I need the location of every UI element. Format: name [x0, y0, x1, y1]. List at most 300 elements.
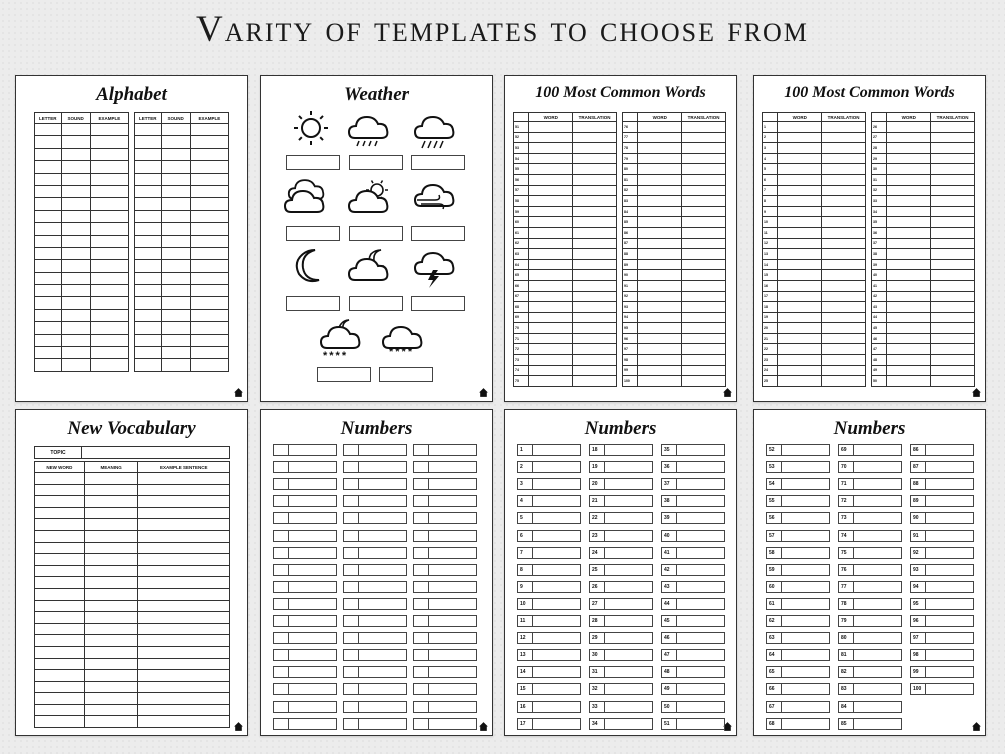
- number-box[interactable]: [661, 530, 725, 542]
- number-box[interactable]: [517, 683, 581, 695]
- table-cell: [573, 312, 617, 323]
- number-box[interactable]: [589, 478, 653, 490]
- number-box[interactable]: [273, 666, 337, 678]
- number-box[interactable]: [766, 461, 830, 473]
- number-box[interactable]: [413, 495, 477, 507]
- table-cell: [135, 235, 162, 247]
- number-box[interactable]: [661, 444, 725, 456]
- number-box[interactable]: [661, 666, 725, 678]
- number-box[interactable]: [517, 564, 581, 576]
- table-cell: [135, 223, 162, 235]
- table-cell: [529, 174, 573, 185]
- number-box[interactable]: [589, 615, 653, 627]
- number-box[interactable]: [517, 615, 581, 627]
- number-box[interactable]: [413, 461, 477, 473]
- number-box[interactable]: [766, 530, 830, 542]
- words-table-left: [513, 112, 617, 387]
- number-box[interactable]: [413, 478, 477, 490]
- row-number: 43: [872, 302, 887, 313]
- number-box[interactable]: [838, 718, 902, 730]
- table-cell: [822, 355, 866, 366]
- row-number: 40: [872, 270, 887, 281]
- number-box[interactable]: [273, 718, 337, 730]
- moon-icon: [289, 244, 333, 288]
- number-label: 35: [661, 444, 677, 456]
- table-cell: [887, 376, 931, 387]
- number-box[interactable]: [910, 461, 974, 473]
- number-box[interactable]: [273, 598, 337, 610]
- number-box[interactable]: [517, 701, 581, 713]
- number-label: 82: [838, 666, 854, 678]
- home-icon[interactable]: [971, 387, 982, 398]
- number-label: 54: [766, 478, 782, 490]
- table-cell: [135, 260, 162, 272]
- number-box[interactable]: [838, 581, 902, 593]
- number-box[interactable]: [766, 632, 830, 644]
- table-cell: [778, 270, 822, 281]
- number-box[interactable]: [766, 512, 830, 524]
- number-box[interactable]: [517, 598, 581, 610]
- number-box[interactable]: [589, 718, 653, 730]
- table-cell: [638, 238, 682, 249]
- table-cell: [61, 223, 90, 235]
- number-box[interactable]: [838, 632, 902, 644]
- number-box[interactable]: [910, 581, 974, 593]
- row-number: 95: [623, 323, 638, 334]
- number-box[interactable]: [661, 632, 725, 644]
- weather-label-box[interactable]: [349, 226, 403, 241]
- number-box[interactable]: [517, 547, 581, 559]
- number-box[interactable]: [838, 495, 902, 507]
- number-box[interactable]: [273, 444, 337, 456]
- number-box[interactable]: [343, 512, 407, 524]
- number-box[interactable]: [273, 512, 337, 524]
- weather-label-box[interactable]: [411, 226, 465, 241]
- number-label: 14: [517, 666, 533, 678]
- table-cell: [931, 153, 975, 164]
- number-box[interactable]: [343, 444, 407, 456]
- row-number: 69: [514, 312, 529, 323]
- number-box[interactable]: [838, 564, 902, 576]
- table-cell: [778, 376, 822, 387]
- table-cell: [161, 260, 190, 272]
- number-box[interactable]: [413, 444, 477, 456]
- table-cell: [931, 376, 975, 387]
- table-cell: [61, 359, 90, 371]
- table-cell: [778, 259, 822, 270]
- number-label: 5: [517, 512, 533, 524]
- number-box[interactable]: [413, 547, 477, 559]
- row-number: 61: [514, 227, 529, 238]
- number-box[interactable]: [910, 444, 974, 456]
- weather-label-box[interactable]: [349, 296, 403, 311]
- table-cell: [35, 716, 85, 728]
- table-cell: [35, 542, 85, 554]
- table-cell: [84, 554, 138, 566]
- number-box[interactable]: [413, 649, 477, 661]
- table-cell: [682, 270, 726, 281]
- number-box[interactable]: [910, 632, 974, 644]
- number-label: 43: [661, 581, 677, 593]
- number-box[interactable]: [273, 649, 337, 661]
- number-box[interactable]: [910, 564, 974, 576]
- number-box[interactable]: [766, 478, 830, 490]
- table-cell: [90, 247, 128, 259]
- number-label: 92: [910, 547, 926, 559]
- number-box[interactable]: [343, 598, 407, 610]
- number-box[interactable]: [661, 461, 725, 473]
- number-box[interactable]: [589, 649, 653, 661]
- table-cell: [638, 323, 682, 334]
- card-title: Numbers: [340, 418, 413, 439]
- number-box[interactable]: [766, 718, 830, 730]
- number-box[interactable]: [838, 598, 902, 610]
- number-box[interactable]: [589, 461, 653, 473]
- home-icon[interactable]: [478, 721, 489, 732]
- table-cell: [61, 247, 90, 259]
- number-box[interactable]: [910, 666, 974, 678]
- number-box[interactable]: [766, 444, 830, 456]
- number-box[interactable]: [910, 649, 974, 661]
- row-number: 44: [872, 312, 887, 323]
- number-box[interactable]: [838, 701, 902, 713]
- number-label: 75: [838, 547, 854, 559]
- row-number: 54: [514, 153, 529, 164]
- table-cell: [931, 196, 975, 207]
- weather-label-box[interactable]: [411, 296, 465, 311]
- row-number: 92: [623, 291, 638, 302]
- table-cell: [35, 124, 62, 136]
- number-box[interactable]: [413, 564, 477, 576]
- table-cell: [35, 173, 62, 185]
- number-box[interactable]: [343, 701, 407, 713]
- number-box[interactable]: [661, 512, 725, 524]
- number-box[interactable]: [661, 683, 725, 695]
- number-box[interactable]: [910, 683, 974, 695]
- table-cell: [887, 174, 931, 185]
- table-cell: [135, 173, 162, 185]
- number-box[interactable]: [517, 512, 581, 524]
- number-box[interactable]: [273, 478, 337, 490]
- number-label: 76: [838, 564, 854, 576]
- home-icon[interactable]: [233, 721, 244, 732]
- number-label: 98: [910, 649, 926, 661]
- number-box[interactable]: [343, 564, 407, 576]
- number-box[interactable]: [589, 547, 653, 559]
- number-label: 78: [838, 598, 854, 610]
- number-label: 7: [517, 547, 533, 559]
- table-cell: [638, 312, 682, 323]
- number-box[interactable]: [661, 581, 725, 593]
- number-box[interactable]: [589, 444, 653, 456]
- number-box[interactable]: [910, 478, 974, 490]
- home-icon[interactable]: [971, 721, 982, 732]
- column-header: SOUND: [161, 113, 190, 124]
- number-box[interactable]: [343, 683, 407, 695]
- table-cell: [90, 185, 128, 197]
- number-box[interactable]: [766, 495, 830, 507]
- column-header: [623, 113, 638, 122]
- number-label: 32: [589, 683, 605, 695]
- row-number: 77: [623, 132, 638, 143]
- table-cell: [190, 309, 228, 321]
- table-cell: [135, 198, 162, 210]
- table-cell: [822, 365, 866, 376]
- number-label: 50: [661, 701, 677, 713]
- table-cell: [573, 227, 617, 238]
- weather-label-box[interactable]: [286, 226, 340, 241]
- number-box[interactable]: [517, 444, 581, 456]
- table-cell: [84, 542, 138, 554]
- number-box[interactable]: [838, 683, 902, 695]
- table-cell: [573, 259, 617, 270]
- number-box[interactable]: [838, 478, 902, 490]
- row-number: 55: [514, 164, 529, 175]
- table-cell: [887, 344, 931, 355]
- number-box[interactable]: [273, 632, 337, 644]
- table-cell: [529, 376, 573, 387]
- table-cell: [931, 164, 975, 175]
- number-box[interactable]: [838, 530, 902, 542]
- number-box[interactable]: [413, 632, 477, 644]
- number-box[interactable]: [766, 598, 830, 610]
- number-box[interactable]: [766, 666, 830, 678]
- number-box[interactable]: [343, 495, 407, 507]
- table-cell: [822, 312, 866, 323]
- vocab-table: [34, 461, 230, 728]
- number-box[interactable]: [838, 512, 902, 524]
- number-box[interactable]: [273, 701, 337, 713]
- table-cell: [138, 646, 230, 658]
- row-number: 91: [623, 280, 638, 291]
- table-cell: [887, 312, 931, 323]
- number-label: 61: [766, 598, 782, 610]
- number-box[interactable]: [589, 564, 653, 576]
- number-box[interactable]: [661, 564, 725, 576]
- number-box[interactable]: [661, 649, 725, 661]
- table-cell: [90, 297, 128, 309]
- number-box[interactable]: [517, 581, 581, 593]
- number-box[interactable]: [343, 461, 407, 473]
- number-box[interactable]: [766, 564, 830, 576]
- number-box[interactable]: [589, 512, 653, 524]
- number-box[interactable]: [766, 547, 830, 559]
- number-box[interactable]: [517, 478, 581, 490]
- number-box[interactable]: [838, 649, 902, 661]
- number-box[interactable]: [589, 701, 653, 713]
- table-cell: [135, 297, 162, 309]
- number-box[interactable]: [661, 478, 725, 490]
- number-box[interactable]: [589, 683, 653, 695]
- table-cell: [887, 227, 931, 238]
- weather-label-box[interactable]: [286, 155, 340, 170]
- number-box[interactable]: [661, 598, 725, 610]
- row-number: 94: [623, 312, 638, 323]
- number-box[interactable]: [273, 683, 337, 695]
- number-box[interactable]: [661, 547, 725, 559]
- weather-label-box[interactable]: [411, 155, 465, 170]
- table-cell: [573, 249, 617, 260]
- number-box[interactable]: [661, 701, 725, 713]
- number-box[interactable]: [273, 495, 337, 507]
- table-cell: [931, 206, 975, 217]
- number-box[interactable]: [838, 666, 902, 678]
- table-cell: [35, 496, 85, 508]
- number-box[interactable]: [273, 615, 337, 627]
- table-cell: [822, 196, 866, 207]
- table-cell: [887, 143, 931, 154]
- table-cell: [682, 291, 726, 302]
- table-cell: [35, 554, 85, 566]
- table-cell: [573, 344, 617, 355]
- number-box[interactable]: [838, 615, 902, 627]
- home-icon[interactable]: [478, 387, 489, 398]
- number-box[interactable]: [910, 615, 974, 627]
- number-box[interactable]: [910, 530, 974, 542]
- number-box[interactable]: [517, 632, 581, 644]
- weather-label-box[interactable]: [349, 155, 403, 170]
- number-box[interactable]: [589, 666, 653, 678]
- number-box[interactable]: [273, 581, 337, 593]
- number-box[interactable]: [766, 615, 830, 627]
- table-cell: [61, 173, 90, 185]
- table-cell: [35, 285, 62, 297]
- table-cell: [84, 530, 138, 542]
- number-box[interactable]: [910, 547, 974, 559]
- home-icon[interactable]: [233, 387, 244, 398]
- number-box[interactable]: [838, 547, 902, 559]
- table-cell: [887, 206, 931, 217]
- number-label: 77: [838, 581, 854, 593]
- weather-label-box[interactable]: [286, 296, 340, 311]
- number-box[interactable]: [589, 530, 653, 542]
- home-icon[interactable]: [722, 387, 733, 398]
- number-box[interactable]: [589, 632, 653, 644]
- card-title: 100 Most Common Words: [535, 84, 706, 101]
- row-number: 8: [763, 196, 778, 207]
- number-box[interactable]: [413, 666, 477, 678]
- number-box[interactable]: [910, 512, 974, 524]
- row-number: 75: [514, 376, 529, 387]
- row-number: 16: [763, 280, 778, 291]
- table-cell: [931, 365, 975, 376]
- number-box[interactable]: [766, 683, 830, 695]
- number-box[interactable]: [413, 598, 477, 610]
- number-box[interactable]: [273, 530, 337, 542]
- row-number: 73: [514, 355, 529, 366]
- number-box[interactable]: [517, 666, 581, 678]
- number-label: 74: [838, 530, 854, 542]
- number-box[interactable]: [343, 718, 407, 730]
- table-cell: [931, 333, 975, 344]
- number-box[interactable]: [661, 495, 725, 507]
- number-box[interactable]: [661, 718, 725, 730]
- table-cell: [931, 270, 975, 281]
- table-cell: [778, 185, 822, 196]
- number-box[interactable]: [413, 581, 477, 593]
- table-cell: [529, 323, 573, 334]
- table-cell: [573, 174, 617, 185]
- row-number: 99: [623, 365, 638, 376]
- number-box[interactable]: [343, 478, 407, 490]
- table-cell: [161, 247, 190, 259]
- number-box[interactable]: [413, 512, 477, 524]
- number-box[interactable]: [910, 495, 974, 507]
- number-box[interactable]: [517, 461, 581, 473]
- row-number: 14: [763, 259, 778, 270]
- table-cell: [822, 153, 866, 164]
- clouds-icon: [283, 176, 327, 220]
- table-cell: [35, 693, 85, 705]
- number-box[interactable]: [517, 530, 581, 542]
- weather-label-box[interactable]: [317, 367, 371, 382]
- number-box[interactable]: [517, 649, 581, 661]
- number-box[interactable]: [273, 564, 337, 576]
- table-cell: [822, 143, 866, 154]
- number-box[interactable]: [589, 581, 653, 593]
- number-box[interactable]: [517, 718, 581, 730]
- number-label: 22: [589, 512, 605, 524]
- number-box[interactable]: [766, 701, 830, 713]
- number-box[interactable]: [273, 461, 337, 473]
- table-cell: [35, 210, 62, 222]
- table-cell: [638, 344, 682, 355]
- row-number: 70: [514, 323, 529, 334]
- number-box[interactable]: [910, 598, 974, 610]
- table-cell: [931, 312, 975, 323]
- number-box[interactable]: [838, 444, 902, 456]
- number-label: 59: [766, 564, 782, 576]
- table-cell: [682, 249, 726, 260]
- table-cell: [190, 322, 228, 334]
- number-box[interactable]: [343, 530, 407, 542]
- row-number: 2: [763, 132, 778, 143]
- number-box[interactable]: [343, 581, 407, 593]
- number-label: 67: [766, 701, 782, 713]
- number-box[interactable]: [343, 666, 407, 678]
- number-box[interactable]: [589, 598, 653, 610]
- table-cell: [682, 355, 726, 366]
- table-cell: [931, 217, 975, 228]
- number-box[interactable]: [589, 495, 653, 507]
- number-box[interactable]: [413, 530, 477, 542]
- number-box[interactable]: [343, 632, 407, 644]
- table-cell: [138, 658, 230, 670]
- number-box[interactable]: [413, 718, 477, 730]
- number-box[interactable]: [343, 615, 407, 627]
- row-number: 10: [763, 217, 778, 228]
- number-box[interactable]: [343, 649, 407, 661]
- weather-label-box[interactable]: [379, 367, 433, 382]
- table-cell: [778, 132, 822, 143]
- number-box[interactable]: [766, 581, 830, 593]
- number-box[interactable]: [343, 547, 407, 559]
- number-box[interactable]: [413, 701, 477, 713]
- number-box[interactable]: [413, 615, 477, 627]
- number-box[interactable]: [766, 649, 830, 661]
- number-box[interactable]: [661, 615, 725, 627]
- table-cell: [887, 355, 931, 366]
- number-box[interactable]: [838, 461, 902, 473]
- number-box[interactable]: [273, 547, 337, 559]
- table-cell: [161, 210, 190, 222]
- number-label: 70: [838, 461, 854, 473]
- table-cell: [778, 206, 822, 217]
- number-box[interactable]: [413, 683, 477, 695]
- table-cell: [84, 612, 138, 624]
- table-cell: [135, 124, 162, 136]
- number-box[interactable]: [517, 495, 581, 507]
